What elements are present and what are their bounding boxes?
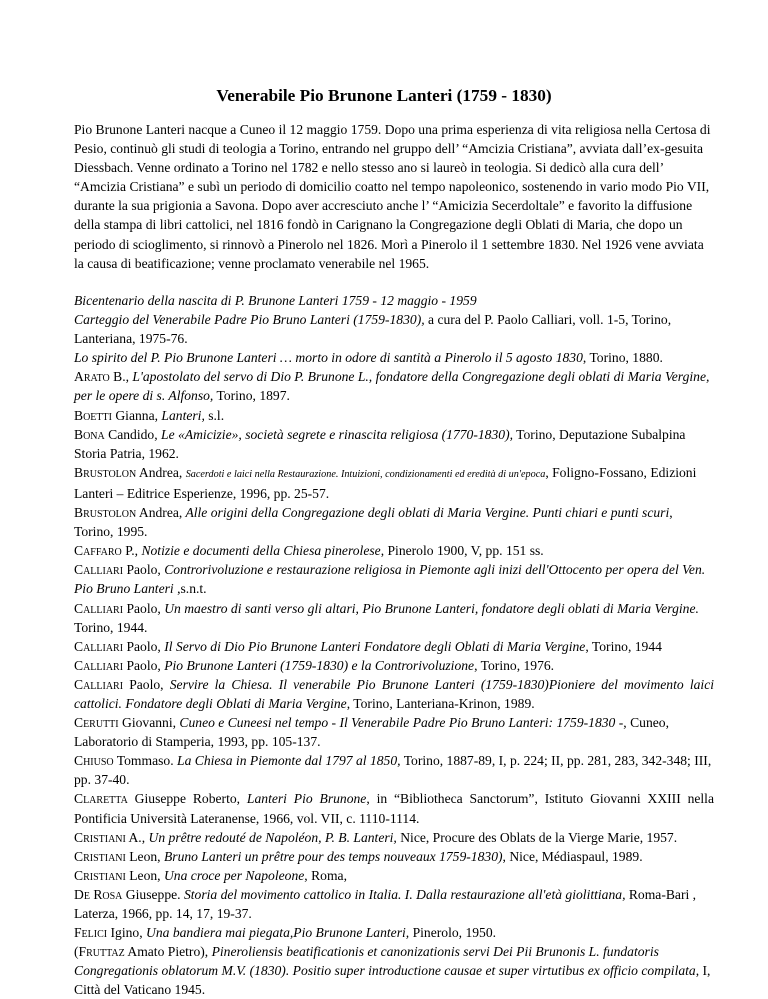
bibliography-entry (74, 560, 714, 598)
entry-author-surname: Claretta (74, 791, 128, 807)
entry-title: La Chiesa in Piemonte dal 1797 al 1850, (173, 753, 401, 769)
entry-title: Storia del movimento cattolico in Italia. I. Dalla restaurazione all'età giolittiana, (180, 886, 626, 902)
bibliography-entry (74, 291, 714, 310)
entry-author-surname: Calliari (74, 600, 124, 616)
entry-author-name: Amato Pietro), (124, 944, 209, 960)
bibliography-entry (74, 367, 714, 405)
entry-author-name: P., (121, 543, 139, 559)
entry-details: s.l. (204, 407, 225, 423)
biography-text: Pio Brunone Lanteri nacque a Cuneo il 12 maggio 1759. Dopo una prima esperienza di vita religiosa nella Certosa di Pesio, continuò gli studi di teologia a Torino, entrando nel gruppo dell’ “Amcizia Cristiana”, avviata dall’ex-gesuita Diessbach. Venne ordinato a Torino nel 1782 e nello stesso ano si laureò in teologia. Si dedicò alla cura dell’ “Amcizia Cristiana” e subì un periodo di domicilio coatto nel tempo napoleonico, sostenendo in vario modo Pio VII, durante la sua prigionia a Savona. Dopo aver accresciuto anche l’ “Amicizia Secerdoltale” e favorito la diffusione della stampa di libri cattolici, nel 1816 fondò in Carignano la Congregazione degli Oblati di Maria, che dopo un periodo di scioglimento, si rinnovò a Pinerolo nel 1826. Morì a Pinerolo il 1 settembre 1830. Nel 1926 vene avviata la causa di beatificazione; venne proclamato venerabile nel 1965. (74, 122, 711, 271)
entry-title: Controrivoluzione e restaurazione religiosa in Piemonte agli inizi dell'Ottocento per opera del Ven. Pio Bruno Lanteri (74, 562, 706, 597)
entry-title: Una croce per Napoleone (160, 867, 305, 883)
entry-author-name: B., (109, 369, 130, 385)
entry-author-name: Andrea, (136, 505, 183, 521)
entry-title: L'apostolato del servo di Dio P. Brunone L., fondatore della Congregazione degli oblati di Maria Vergine, per le opere di s. Alfonso, (74, 369, 710, 404)
entry-details: , Nice, Médiaspaul, 1989. (502, 848, 643, 864)
entry-details: ,s.n.t. (173, 581, 207, 597)
entry-author-surname: Chiuso (74, 753, 114, 769)
bibliography-entry (74, 828, 714, 847)
entry-author-surname: Boetti (74, 407, 112, 423)
entry-title: Sacerdoti e laici nella Restaurazione. Intuizioni, condizionamenti ed eredità di un'epoca (185, 468, 546, 480)
bibliography-entry (74, 637, 714, 656)
entry-author-surname: Calliari (74, 638, 124, 654)
entry-title: Cuneo e Cuneesi nel tempo - Il Venerabile Padre Pio Bruno Lanteri: 1759-1830 - (176, 715, 624, 731)
entry-details: , I, Città del Vaticano 1945. (74, 963, 711, 998)
entry-details: a cura del P. Paolo Calliari, voll. 1-5, Torino, Lanteriana, 1975-76. (74, 312, 672, 347)
entry-title: Notizie e documenti della Chiesa pinerolese (138, 543, 381, 559)
entry-details: Torino, 1897. (213, 388, 290, 404)
bibliography-entry (74, 942, 714, 999)
bibliography-entry (74, 348, 714, 367)
entry-author-name: Giuseppe. (122, 886, 181, 902)
entry-author-name: Paolo, (123, 562, 161, 578)
bibliography-entry (74, 751, 714, 789)
bibliography-entry (74, 599, 714, 637)
entry-author-surname: Arato (74, 369, 110, 385)
entry-author-name: A., (125, 829, 146, 845)
bibliography-entry (74, 847, 714, 866)
entry-author-name: Paolo, (123, 676, 164, 692)
entry-author-surname: Cristiani (74, 848, 126, 864)
bibliography-entry (74, 789, 714, 827)
entry-author-surname: Caffaro (74, 543, 122, 559)
entry-details: Torino, 1887-89, I, p. 224; II, pp. 281, 283, 342-348; III, pp. 37-40. (74, 753, 712, 788)
entry-author-name: Paolo, (123, 600, 161, 616)
entry-author-name: Leon, (125, 867, 161, 883)
entry-author-surname: De Rosa (74, 886, 123, 902)
entry-details: , in “Bibliotheca Sanctorum”, Istituto Giovanni XXIII nella Pontificia Università Lateranense, 1966, vol. VII, c. 1110-1114. (74, 791, 714, 826)
entry-details: , Torino, Lanteriana-Krinon, 1989. (346, 695, 535, 711)
entry-author-name: Giuseppe Roberto, (127, 791, 241, 807)
bibliography-entry (74, 675, 714, 713)
entry-title: Servire la Chiesa. Il venerabile Pio Brunone Lanteri (1759-1830)Pioniere del movimento laici cattolici. Fondatore degli Oblati di Maria Vergine (74, 676, 714, 711)
bibliography-entry (74, 713, 714, 751)
entry-details: , Foligno-Fossano, Edizioni Lanteri – Editrice Esperienze, 1996, pp. 25-57. (74, 464, 697, 501)
bibliography-entry (74, 541, 714, 560)
entry-author-name: Paolo, (123, 638, 161, 654)
entry-details: , Roma, (304, 867, 347, 883)
entry-author-name: Candido, (104, 426, 158, 442)
entry-author-name: Giovanni, (118, 715, 177, 731)
entry-title: Le «Amicizie», società segrete e rinascita religiosa (1770-1830), (157, 426, 513, 442)
entry-author-surname: Cristiani (74, 829, 126, 845)
entry-author-surname: Brustolon (74, 464, 137, 480)
entry-details: Torino, Deputazione Subalpina Storia Patria, 1962. (74, 426, 686, 461)
biography-paragraph (74, 120, 714, 273)
entry-title: Una bandiera mai piegata,Pio Brunone Lanteri, (142, 925, 410, 941)
bibliography-entry (74, 406, 714, 425)
entry-title: Carteggio del Venerabile Padre Pio Bruno Lanteri (1759-1830), (74, 312, 425, 328)
entry-author-name: Igino, (107, 925, 143, 941)
entry-details: Nice, Procure des Oblats de la Vierge Marie, 1957. (396, 829, 678, 845)
entry-details: , Pinerolo 1900, V, pp. 151 ss. (380, 543, 544, 559)
entry-author-surname: Cristiani (74, 867, 126, 883)
entry-title: Bicentenario della nascita di P. Brunone Lanteri 1759 - 12 maggio - 1959 (74, 293, 477, 308)
entry-details: , Torino, 1995. (74, 505, 673, 540)
entry-title: Un maestro di santi verso gli altari, Pio Brunone Lanteri, fondatore degli oblati di Maria Vergine. (160, 600, 699, 616)
entry-details: Torino, 1944. (74, 619, 148, 635)
page-title: Venerabile Pio Brunone Lanteri (1759 - 1830) (216, 86, 552, 105)
entry-author-name: Leon, (125, 848, 161, 864)
entry-details: Pinerolo, 1950. (409, 925, 497, 941)
entry-author-surname: Cerutti (74, 715, 119, 731)
bibliography-entry (74, 310, 714, 348)
entry-details: Roma-Bari , Laterza, 1966, pp. 14, 17, 19-37. (74, 886, 697, 921)
entry-author-surname: Felici (74, 925, 108, 941)
entry-title: Pineroliensis beatificationis et canonizationis servi Dei Pii Brunonis L. fundatoris Congregationis oblatorum M.V. (1830). Positio super introductione causae et super virtutibus ex officio compilata (74, 944, 696, 979)
entry-author-surname: Calliari (74, 676, 124, 692)
bibliography-entry (74, 656, 714, 675)
bibliography-entry (74, 923, 714, 942)
entry-author-surname: Brustolon (74, 505, 137, 521)
bibliography-entry (74, 425, 714, 463)
entry-details: , Cuneo, Laboratorio di Stamperia, 1993, pp. 105-137. (74, 715, 669, 750)
bibliography-entry (74, 503, 714, 541)
bibliography-entry (74, 463, 714, 503)
entry-author-surname: Calliari (74, 657, 124, 673)
entry-details: , Torino, 1976. (474, 657, 555, 673)
bibliography-list (74, 291, 714, 999)
entry-title: Un prêtre redouté de Napoléon, P. B. Lanteri, (145, 829, 397, 845)
entry-title: Lanteri Pio Brunone (240, 791, 367, 807)
entry-title: Bruno Lanteri un prêtre pour des temps nouveaux 1759-1830) (160, 848, 503, 864)
entry-author-surname: Bona (74, 426, 105, 442)
entry-author-name: Andrea, (136, 464, 183, 480)
entry-author-name: Tommaso. (113, 753, 174, 769)
entry-title: Alle origini della Congregazione degli oblati di Maria Vergine. Punti chiari e punti scuri (182, 505, 670, 521)
entry-author-surname: Calliari (74, 562, 124, 578)
bibliography-entry (74, 866, 714, 885)
entry-author-surname: (Fruttaz (74, 944, 125, 960)
entry-title: Il Servo di Dio Pio Brunone Lanteri Fondatore degli Oblati di Maria Vergine (160, 638, 586, 654)
entry-title: Lanteri, (158, 407, 205, 423)
entry-title: Lo spirito del P. Pio Brunone Lanteri … morto in odore di santità a Pinerolo il 5 agosto 1830 (74, 350, 583, 366)
entry-title: Pio Brunone Lanteri (1759-1830) e la Controrivoluzione (160, 657, 475, 673)
entry-author-name: Gianna, (111, 407, 159, 423)
entry-details: , Torino, 1880. (582, 350, 663, 366)
entry-details: , Torino, 1944 (585, 638, 662, 654)
entry-author-name: Paolo, (123, 657, 161, 673)
bibliography-entry (74, 885, 714, 923)
